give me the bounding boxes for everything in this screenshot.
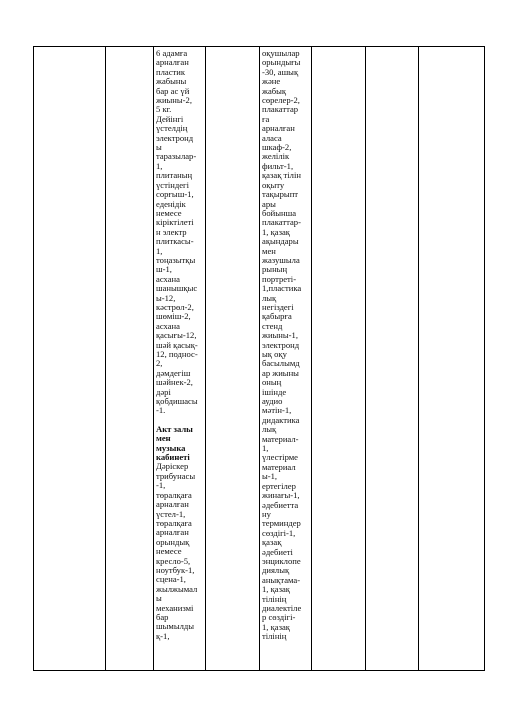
text-line: қобдишасы [156, 396, 198, 407]
text-line: фильт-1, [262, 160, 294, 171]
text-line: ну [262, 508, 271, 519]
table-cell-col2 [106, 47, 154, 671]
text-line: 1, қазақ [262, 584, 290, 595]
text-line: ар жиыны [262, 367, 299, 378]
equipment-list-text [154, 47, 205, 641]
text-line: дидактика [262, 414, 300, 425]
text-line: сцена-1, [156, 574, 186, 585]
section-heading-line: мен [156, 433, 171, 444]
text-line: портреті- [262, 273, 297, 284]
text-line: әдебиетта [262, 499, 299, 510]
text-line: н электр [156, 226, 187, 237]
text-line: қазақ [262, 537, 282, 548]
text-line: арналған [156, 527, 189, 538]
text-line: материал- [262, 433, 299, 444]
section-heading-line: музыка [156, 442, 186, 453]
text-line: диялық [262, 565, 290, 576]
text-line: плакаттар [262, 104, 299, 115]
text-line: ішінде [262, 386, 287, 397]
text-line: шымылды [156, 621, 195, 632]
text-line: еденідік [156, 198, 186, 209]
text-line: оқыту [262, 179, 285, 190]
table-cell-col1 [34, 47, 106, 671]
table-cell-col4 [206, 47, 260, 671]
text-line: плиткасы- [156, 236, 194, 247]
text-line: 5 кг. [156, 104, 172, 115]
classroom-equipment-text [260, 47, 311, 642]
text-line: төралқаға [156, 489, 192, 500]
text-line: трибунасы [156, 470, 196, 481]
text-line: таразылар- [156, 151, 197, 162]
text-line: дәрі [156, 386, 171, 397]
text-line: қазақ тілін [262, 170, 301, 181]
text-line: және [262, 76, 281, 87]
section-heading-line: кабинеті [156, 452, 190, 463]
text-line: жабыны [156, 76, 187, 87]
text-line: арналған [156, 499, 189, 510]
text-line: ертегілер [262, 480, 296, 491]
text-line: плакаттар- [262, 217, 301, 228]
text-line: орындық [156, 536, 190, 547]
text-line: үстел-1, [156, 508, 186, 519]
text-line: кресло-5, [156, 555, 191, 566]
text-line: жабық [262, 85, 287, 96]
text-line: пластик [156, 66, 186, 77]
text-line: бар [156, 611, 169, 622]
text-line: жиыны-2, [156, 95, 192, 106]
text-line: Дейінгі [156, 113, 184, 124]
table-cell-classroom-equipment [260, 47, 312, 671]
text-line: орындығы [262, 57, 301, 68]
text-line: үстіндегі [156, 179, 189, 190]
text-line: 1, [156, 160, 163, 171]
text-line: желілік [262, 151, 290, 162]
text-line: дәмдегіш [156, 367, 191, 378]
text-line: қасығы-12, [156, 330, 197, 341]
text-line: аудио [262, 396, 283, 407]
text-line: лық [262, 424, 277, 435]
text-line: ы-1, [262, 471, 278, 482]
text-line: жиыны-1, [262, 330, 298, 341]
text-line: -1, [156, 480, 166, 491]
text-line: оқушылар [262, 48, 300, 58]
table-cell-col6 [312, 47, 366, 671]
text-line: шәйнек-2, [156, 377, 193, 388]
text-line: жазушыла [262, 254, 300, 265]
table-cell-equipment-list [154, 47, 206, 671]
text-line: 1, [156, 245, 163, 256]
text-line: кірiктiлеті [156, 217, 194, 228]
text-line: жылжымал [156, 583, 198, 594]
text-line: ш-1, [156, 264, 172, 275]
text-line: әдебиеті [262, 546, 293, 557]
section-heading-line: Акт залы [156, 423, 193, 434]
text-line: үлестірме [262, 452, 298, 463]
text-line: сөрелер-2, [262, 95, 300, 106]
text-line: диалектіле [262, 602, 302, 613]
text-line: негіздегі [262, 301, 294, 312]
text-line: плитаның [156, 170, 193, 181]
text-line: тілінің [262, 593, 287, 604]
text-line: үстелдің [156, 123, 188, 134]
table-cell-col8 [419, 47, 485, 671]
text-line: қ-1, [156, 630, 170, 641]
text-line: жинағы-1, [262, 490, 300, 501]
table-row [34, 47, 485, 671]
text-line: басылымд [262, 358, 300, 369]
text-line: сөздігі-1, [262, 527, 296, 538]
text-line: тақырыпт [262, 189, 299, 200]
table-cell-col7 [366, 47, 419, 671]
text-line: ға [262, 113, 270, 124]
text-line: асхана [156, 320, 180, 331]
text-line: шанышқыс [156, 283, 198, 294]
text-line: қабырға [262, 311, 292, 322]
text-line: төралқаға [156, 517, 192, 528]
text-line: оның [262, 377, 282, 388]
text-line: сорғыш-1, [156, 189, 194, 200]
text-line: тоңазытқы [156, 254, 196, 265]
text-line: немесе [156, 207, 182, 218]
text-line: шәй қасық- [156, 339, 198, 350]
text-line: арналған [156, 57, 189, 68]
text-line: ары [262, 198, 276, 209]
text-line: асхана [156, 273, 180, 284]
text-line: -30, ашық [262, 66, 299, 77]
text-line: стенд [262, 320, 283, 331]
text-line: кәстрөл-2, [156, 301, 194, 312]
text-line: -1. [156, 405, 166, 416]
text-line: р сөздігі- [262, 612, 296, 623]
text-line: 6 адамға [156, 48, 188, 58]
text-line: мен [262, 245, 276, 256]
text-line: бойынша [262, 207, 297, 218]
text-line: ы [156, 593, 162, 604]
text-line: ы-12, [156, 292, 176, 303]
text-line: мәтін-1, [262, 405, 292, 416]
text-line: материал [262, 461, 296, 472]
text-line: анықтама- [262, 574, 301, 585]
text-line: ық оқу [262, 349, 287, 359]
text-line: 1, қазақ [262, 621, 290, 632]
text-line: ы [156, 142, 162, 153]
text-line: шкаф-2, [262, 142, 292, 153]
text-line: механизмі [156, 602, 194, 613]
text-line: ноутбук-1, [156, 564, 195, 575]
text-line: 2, [156, 358, 163, 369]
text-line: аласа [262, 132, 282, 143]
equipment-table [33, 46, 485, 671]
text-line: терминдер [262, 518, 301, 529]
text-line: бар ас үй [156, 85, 190, 96]
text-line: ақындары [262, 236, 299, 247]
text-line: энциклопе [262, 555, 301, 566]
text-line: 1, [262, 443, 269, 454]
text-line: электронд [262, 339, 300, 350]
text-line: Дәріскер [156, 461, 189, 472]
text-line: шөміш-2, [156, 311, 191, 322]
text-line: тілінің [262, 631, 287, 642]
text-line: 1,пластика [262, 283, 302, 294]
text-line: 12, поднос- [156, 349, 198, 359]
text-line: немесе [156, 546, 182, 557]
text-line: лық [262, 292, 277, 303]
text-line: 1, қазақ [262, 226, 290, 237]
text-line: электронд [156, 132, 194, 143]
text-line: арналған [262, 123, 295, 134]
text-line: рының [262, 264, 288, 275]
